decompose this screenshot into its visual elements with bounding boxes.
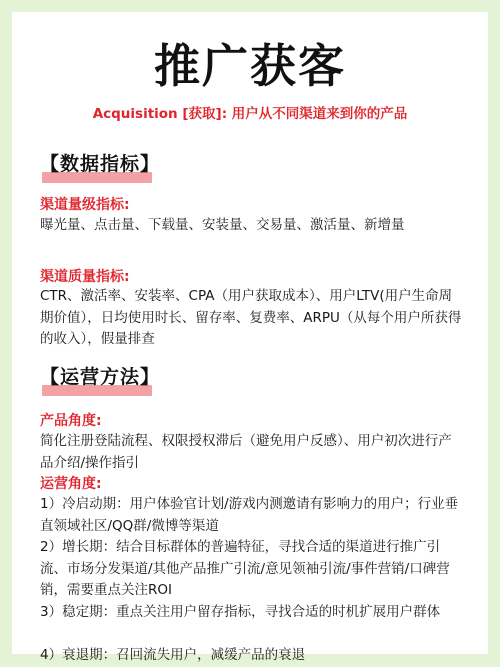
label-product-angle: 产品角度: [40, 413, 102, 429]
section-heading-text: 【运营方法】 [40, 366, 161, 388]
text-channel-volume: 曝光量、点击量、下载量、安装量、交易量、激活量、新增量 [40, 217, 405, 233]
infographic-card [12, 12, 488, 663]
section-heading-operation-methods [40, 362, 160, 392]
list-item-cold-start: 1）冷启动期：用户体验官计划/游戏内测邀请有影响力的用户；行业垂直领域社区/QQ群/微博等渠道 [40, 496, 459, 534]
list-item-decline: 4）衰退期：召回流失用户，减缓产品的衰退 [40, 647, 306, 663]
subtitle: Acquisition [获取]: 用户从不同渠道来到你的产品 [92, 106, 408, 122]
text-product-angle: 简化注册登陆流程、权限授权滞后（避免用户反感）、用户初次进行产品介绍/操作指引 [40, 433, 452, 471]
label-operation-angle: 运营角度: [40, 476, 102, 492]
section-heading-data-metrics [40, 149, 160, 179]
label-channel-quality: 渠道质量指标: [40, 269, 130, 285]
section-heading-text: 【数据指标】 [40, 153, 161, 175]
list-item-stable: 3）稳定期：重点关注用户留存指标，寻找合适的时机扩展用户群体 [40, 604, 441, 620]
label-channel-volume: 渠道量级指标: [40, 197, 130, 213]
page-title: 推广获客 [154, 39, 346, 93]
list-item-growth: 2）增长期：结合目标群体的普遍特征，寻找合适的渠道进行推广引流、市场分发渠道/其他产品推广引流/意见领袖引流/事件营销/口碑营销，需要重点关注ROI [40, 539, 450, 598]
text-channel-quality: CTR、激活率、安装率、CPA（用户获取成本）、用户LTV(用户生命周期价值），日均使用时长、留存率、复费率、ARPU（从每个用户所获得的收入），假量排查 [40, 288, 462, 347]
